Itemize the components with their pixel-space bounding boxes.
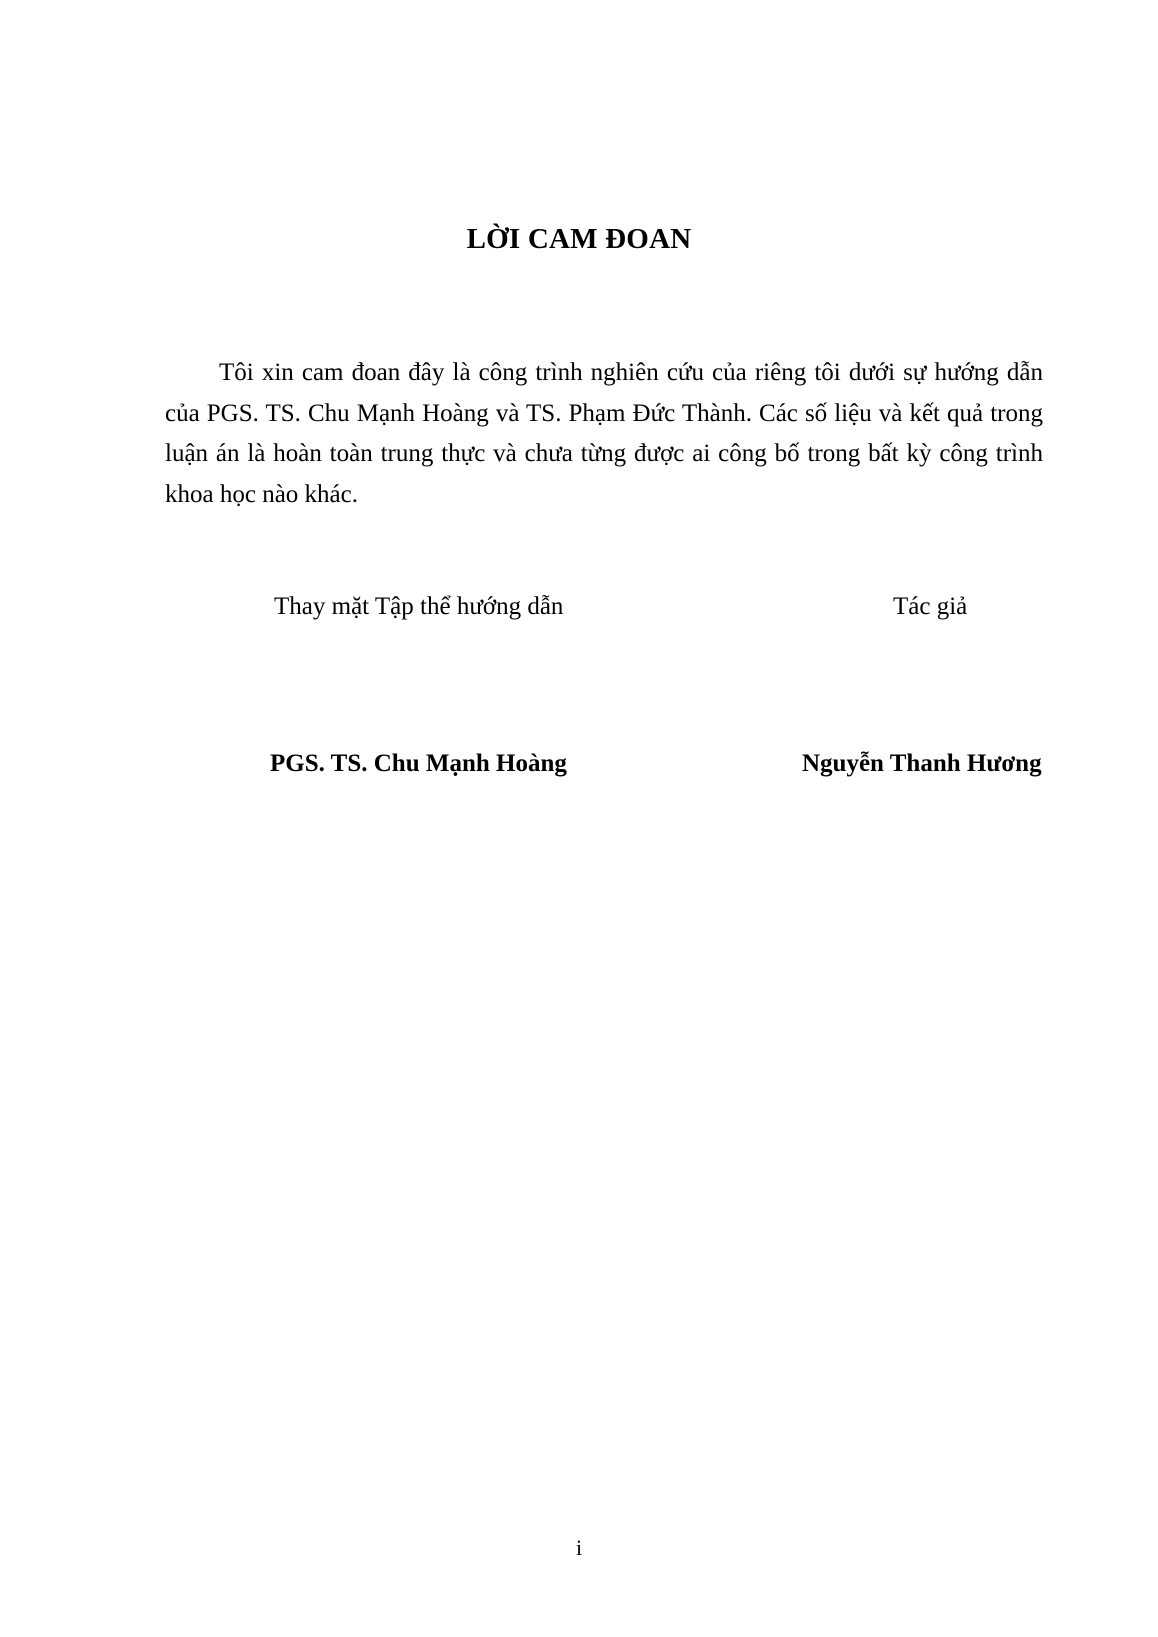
supervisor-label: Thay mặt Tập thể hướng dẫn bbox=[274, 593, 564, 620]
author-name: Nguyễn Thanh Hương bbox=[802, 750, 1042, 777]
page-number: i bbox=[575, 1535, 583, 1560]
declaration-paragraph: Tôi xin cam đoan đây là công trình nghiên cứu của riêng tôi dưới sự hướng dẫn của PGS. TS. Chu Mạnh Hoàng và TS. Phạm Đức Thành. Các số liệu và kết quả trong luận án là hoàn toàn trung thực và chưa từng được ai công bố trong bất kỳ công trình khoa học nào khác. bbox=[165, 359, 1043, 509]
page-title: LỜI CAM ĐOAN bbox=[466, 223, 692, 255]
supervisor-name: PGS. TS. Chu Mạnh Hoàng bbox=[270, 750, 567, 777]
author-label: Tác giả bbox=[893, 593, 968, 620]
